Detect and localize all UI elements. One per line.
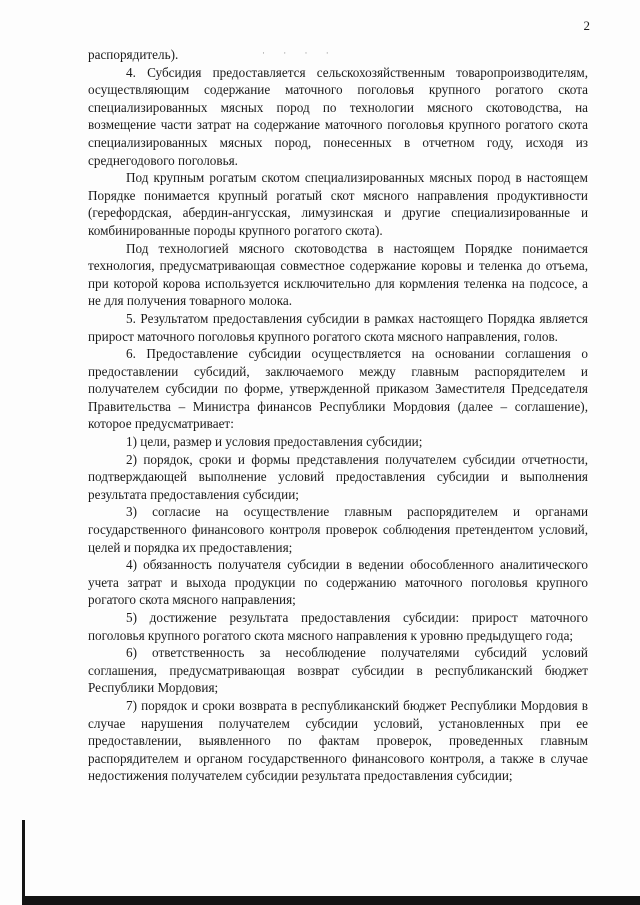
scan-edge-bottom	[24, 896, 640, 905]
paragraph-continuation: распорядитель).	[88, 47, 179, 62]
paragraph-item-5: 5. Результатом предоставления субсидии в рамках настоящего Порядка является прирост маточного поголовья крупного рогатого скота мясного направления, голов.	[88, 310, 588, 344]
list-item-5: 5) достижение результата предоставления субсидии: прирост маточного поголовья крупного рогатого скота мясного направления к уровню предыдущего года;	[88, 610, 588, 643]
list-item-6: 6) ответственность за несоблюдение получателями субсидий условий соглашения, предусматривающая возврат субсидии в республиканский бюджет Республики Мордовия;	[88, 645, 588, 696]
document-body	[88, 46, 588, 785]
paragraph-item-6: 6. Предоставление субсидии осуществляется на основании соглашения о предоставлении субсидий, заключаемого между главным распорядителем и получателем субсидии по форме, утвержденной приказом Заместителя Председателя Правительства – Министра финансов Республики Мордовия (далее – соглашение), которое предусматривает:	[88, 346, 588, 432]
paragraph-definition-technology: Под технологией мясного скотоводства в настоящем Порядке понимается технология, предусматривающая совместное содержание коровы и теленка до отъема, при которой корова используется исключительно для кормления теленка на подсосе, а не для получения товарного молока.	[88, 240, 588, 309]
list-item-1: 1) цели, размер и условия предоставления субсидии;	[126, 434, 423, 450]
scan-artifact: · · · ·	[262, 48, 337, 58]
scan-edge-left	[22, 820, 25, 905]
list-item-2: 2) порядок, сроки и формы представления получателем субсидии отчетности, подтверждающей выполнение условий предоставления субсидии и выполнения результата предоставления субсидии;	[88, 451, 588, 502]
paragraph-item-4: 4. Субсидия предоставляется сельскохозяйственным товаропроизводителям, осуществляющим содержание маточного поголовья крупного рогатого скота специализированных мясных пород по технологии мясного скотоводства, на возмещение части затрат на содержание маточного поголовья крупного рогатого скота специализированных мясных пород, понесенных в отчетном году, исходя из среднегодового поголовья.	[88, 64, 588, 168]
list-item-7: 7) порядок и сроки возврата в республиканский бюджет Республики Мордовия в случае нарушения получателем субсидии условий, установленных при ее предоставлении, выявленного по фактам проверок, проведенных главным распорядителем и органом государственного финансового контроля, а также в случае недостижения получателем субсидии результата предоставления субсидии;	[88, 697, 588, 784]
page-number: 2	[583, 18, 590, 33]
list-item-3: 3) согласие на осуществление главным распорядителем и органами государственного финансового контроля проверок соблюдения претендентом условий, целей и порядка их предоставления;	[88, 504, 588, 555]
paragraph-definition-breeds: Под крупным рогатым скотом специализированных мясных пород в настоящем Порядке понимается крупный рогатый скот мясного направления продуктивности (герефордская, абердин-ангусская, лимузинская и другие специализированные и комбинированные породы крупного рогатого скота).	[88, 170, 588, 238]
list-item-4: 4) обязанность получателя субсидии в ведении обособленного аналитического учета затрат и выхода продукции по содержанию маточного поголовья крупного рогатого скота мясного направления;	[88, 557, 588, 608]
